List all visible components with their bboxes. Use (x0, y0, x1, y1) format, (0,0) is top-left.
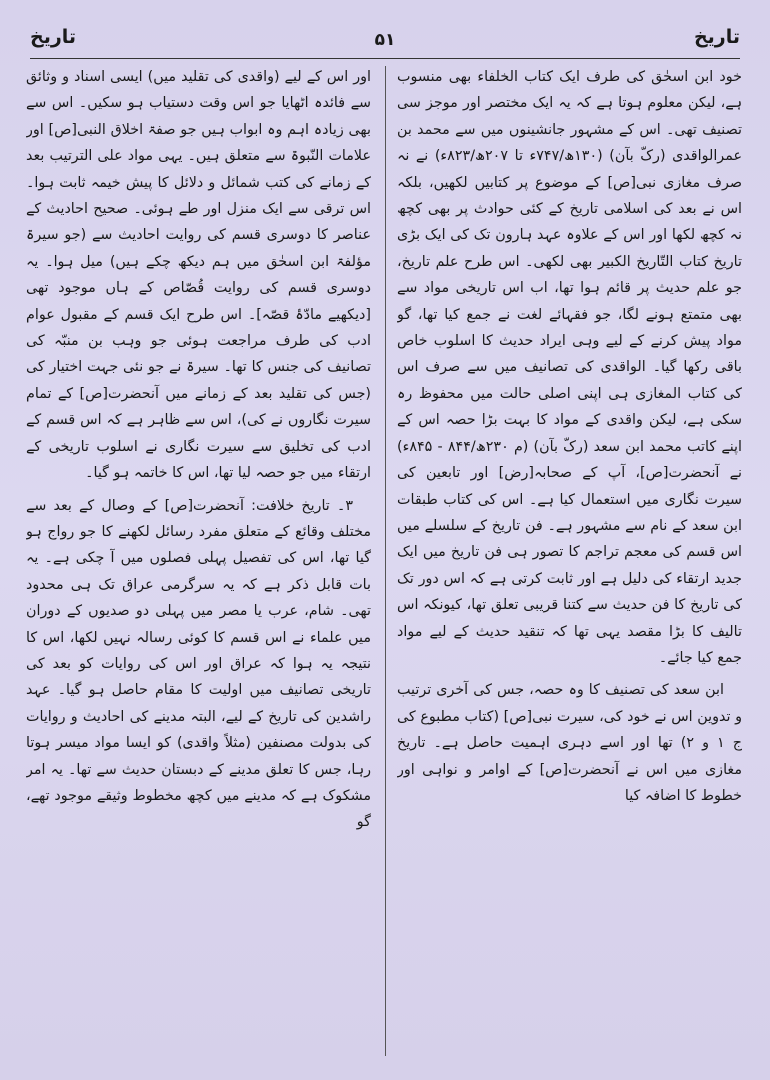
running-title-right: تاریخ (693, 26, 740, 48)
paragraph: ۳۔ تاریخ خلافت: آنحضرت[ص] کے وصال کے بعد سے مختلف وقائع کے متعلق مفرد رسائل لکھنے کا جو رواج ہو گیا تھا، اس کی تفصیل پہلی فصلوں میں آ چکی ہے۔ یہ بات قابل ذکر ہے کہ یہ سرگرمی عراق تک ہی محدود تھی۔ شام، عرب یا مصر میں پہلی دو صدیوں کے دوران میں علماء نے اس قسم کا کوئی رسالہ نہیں لکھا، اس کا نتیجہ یہ ہوا کہ عراق اور اس کی روایات کو بعد کی تاریخی تصانیف میں اولیت کا مقام حاصل ہو گیا۔ عہد راشدین کی تاریخ کے لیے، البتہ مدینے کی احادیث و روایات کی بدولت مصنفین (مثلاً واقدی) کو ایسا مواد میسر ہوتا رہا، جس کا تعلق مدینے کے دبستان حدیث سے تھا۔ یہ امر مشکوک ہے کہ مدینے میں کچھ مخطوط وثیقے موجود تھے، گو (26, 497, 371, 831)
left-column (26, 64, 371, 1064)
running-title-left: تاریخ (30, 26, 77, 48)
right-column (397, 64, 742, 1064)
paragraph: ابن سعد کی تصنیف کا وہ حصہ، جس کی آخری ترتیب و تدوین اس نے خود کی، سیرت نبی[ص] (کتاب مطبوع کی ج ۱ و ۲) تھا اور اسے دہری اہمیت حاصل ہے۔ تاریخ مغازی میں اس نے آنحضرت[ص] کے اوامر و نواہی اور خطوط کا اضافہ کیا (397, 682, 742, 804)
paragraph: خود ابن اسحٰق کی طرف ایک کتاب الخلفاء بھی منسوب ہے، لیکن معلوم ہوتا ہے کہ یہ ایک مختصر اور موجز سی تصنیف تھی۔ اس کے مشہور جانشینوں میں سے محمد بن عمرالواقدی (رکّ بآن) (۱۳۰ھ/۷۴۷ء تا ۲۰۷ھ/۸۲۳ء) نے نہ صرف مغازی نبی[ص] کے موضوع پر کتابیں لکھیں، بلکہ اس نے بعد کی اسلامی تاریخ کے کئی حوادث پر بھی کچھ نہ کچھ لکھا اور اس کے علاوہ عہد ہارون تک کی ایک بڑی تاریخ کتاب التّاریخ الکبیر بھی لکھی۔ اس طرح علم تاریخ، جو علم حدیث پر قائم ہوا تھا، اب اس تاریخی مواد سے بھی متمتع ہونے لگا، جو فقہائے لغت نے جمع کیا تھا، گو مواد پیش کرنے کے لیے وہی ایراد حدیث کا اسلوب خاص باقی رکھا گیا۔ الواقدی کی تصانیف میں سے صرف اس کی کتاب المغازی ہی اپنی اصلی حالت میں محفوظ رہ سکی ہے، لیکن واقدی کے مواد کا بہت بڑا حصہ اس کے اپنے کاتب محمد ابن سعد (رکّ بآن) (م ۲۳۰ھ/۸۴۴ - ۸۴۵ء) نے آنحضرت[ص]، آپ کے صحابہ[رض] اور تابعین کی سیرت نگاری میں استعمال کیا ہے۔ اس کی کتاب طبقات ابن سعد کے نام سے مشہور ہے۔ فن تاریخ کے سلسلے میں اس قسم کی معجم تراجم کا تصور ہی فن تاریخ میں ایک جدید ارتقاء کی دلیل ہے اور ثابت کرتی ہے کہ اس دور تک کی تاریخ کا فن حدیث سے کتنا قریبی تعلق تھا، کیونکہ اس تالیف کا بڑا مقصد یہی تھا کہ تنقید حدیث کے لیے مواد جمع کیا جائے۔ (397, 69, 742, 666)
header-rule (30, 58, 740, 59)
page-number: ۵۱ (374, 30, 396, 50)
column-divider (385, 66, 386, 1056)
paragraph: اور اس کے لیے (واقدی کی تقلید میں) ایسی اسناد و وثائق سے فائدہ اٹھایا جو اس وقت دستیاب ہو سکیں۔ اس سے بھی زیادہ اہم وہ ابواب ہیں جو صفۃ اخلاق النبی[ص] اور علامات النّبوۃ سے متعلق ہیں۔ یہی مواد علی الترتیب بعد کے زمانے کی کتب شمائل و دلائل کا پیش خیمہ ثابت ہوا۔ اس ترقی سے ایک منزل اور طے ہوئی۔ صحیح احادیث کے عناصر کا دوسری قسم کی روایت احادیث سے (جو سیرۃ مؤلفۃ ابن اسحٰق میں ہم دیکھ چکے ہیں) میل ہوا۔ یہ دوسری قسم کی روایت قُصّاص کے ہاں موجود تھی [دیکھیے مادّۂ قصّہ]۔ اس طرح ایک قسم کے مقبول عوام ادب کی طرف مراجعت ہوئی جو وہب بن منبّہ کی تصانیف کی جنس کا تھا۔ سیرۃ نے جو نئی جہت اختیار کی (جس کی تقلید بعد کے زمانے میں آنحضرت[ص] کے تمام سیرت نگاروں نے کی)، اس سے ظاہر ہے کہ اس قسم کے ادب کی تخلیق سے سیرت نگاری نے اسلوب تاریخی کے ارتقاء میں جو حصہ لیا تھا، اس کا خاتمہ ہو گیا۔ (26, 69, 371, 482)
page-header (30, 8, 740, 58)
